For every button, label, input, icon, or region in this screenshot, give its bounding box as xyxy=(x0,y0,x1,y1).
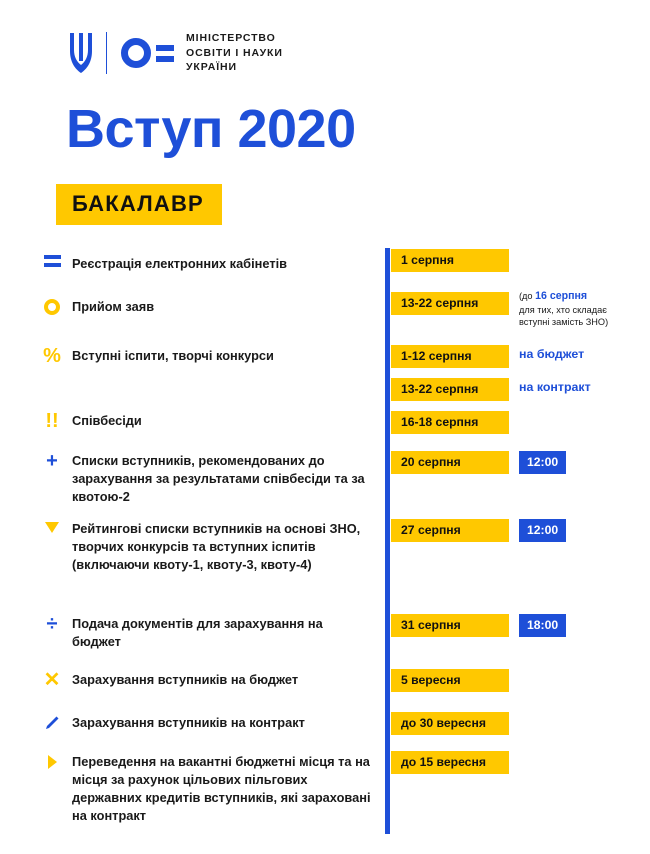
percent-icon: % xyxy=(43,345,61,367)
ministry-name-line3: УКРАЇНИ xyxy=(186,61,237,74)
timeline-row-label: Рейтингові списки вступників на основі ЗНО, творчих конкурсів та вступних іспитів (включаючи квоту-1, квоту-3, квоту-4) xyxy=(72,521,361,573)
date-chip: до 30 вересня xyxy=(391,712,509,735)
equals-icon xyxy=(156,45,174,62)
date-chip: 27 серпня xyxy=(391,519,509,542)
ministry-name-line1: МІНІСТЕРСТВО xyxy=(186,31,276,44)
timeline-row-label: Вступні іспити, творчі конкурси xyxy=(72,348,274,363)
date-chip: 13-22 серпня xyxy=(391,292,509,315)
arrow-down-icon xyxy=(34,520,70,533)
timeline-row-label: Переведення на вакантні бюджетні місця та на місця за рахунок цільових пільгових державних кредитів вступників, які зараховані на контракт xyxy=(72,754,371,824)
date-chip: 13-22 серпня xyxy=(391,378,509,401)
side-note xyxy=(519,289,650,329)
budget-label: на бюджет xyxy=(519,347,585,361)
timeline-row-label: Подача документів для зарахування на бюджет xyxy=(72,616,323,650)
logo-divider xyxy=(106,32,107,74)
timeline-row-label: Співбесіди xyxy=(72,413,142,428)
circle-icon xyxy=(121,38,151,68)
pen-icon-glyph xyxy=(44,715,60,731)
ministry-logo xyxy=(68,26,283,80)
date-chip: 20 серпня xyxy=(391,451,509,474)
date-chip: 5 вересня xyxy=(391,669,509,692)
mon-logo-mark xyxy=(121,38,174,68)
timeline-row-label: Реєстрація електронних кабінетів xyxy=(72,256,288,271)
pen-icon xyxy=(34,714,70,734)
ministry-name xyxy=(186,31,283,76)
page-title: Вступ 2020 xyxy=(66,99,356,159)
multiply-icon: ✕ xyxy=(43,669,61,691)
timeline-axis xyxy=(385,248,390,834)
side-note-line2: для тих, хто складає xyxy=(519,304,607,315)
exclamation-icon: !! xyxy=(45,410,59,432)
play-icon xyxy=(34,753,70,769)
equals-icon xyxy=(34,255,70,267)
date-chip: 31 серпня xyxy=(391,614,509,637)
timeline-row-label: Списки вступників, рекомендованих до зарахування за результатами співбесіди та за квотою-2 xyxy=(72,453,365,505)
side-note-line3: вступні замість ЗНО) xyxy=(519,317,609,328)
timeline-row-label: Зарахування вступників на контракт xyxy=(72,715,305,730)
ministry-name-line2: ОСВІТИ І НАУКИ xyxy=(186,46,283,59)
plus-icon: + xyxy=(46,450,58,472)
time-chip: 18:00 xyxy=(519,614,566,637)
timeline-row-label: Зарахування вступників на бюджет xyxy=(72,672,299,687)
side-note-prefix: (до xyxy=(519,291,536,301)
timeline-row-label: Прийом заяв xyxy=(72,299,155,314)
time-chip: 12:00 xyxy=(519,519,566,542)
time-chip: 12:00 xyxy=(519,451,566,474)
degree-badge: БАКАЛАВР xyxy=(56,184,222,225)
divide-icon: ÷ xyxy=(46,613,58,635)
trident-icon xyxy=(68,31,94,75)
side-note-highlight: 16 серпня xyxy=(535,290,588,302)
circle-icon xyxy=(34,298,70,315)
date-chip: 1-12 серпня xyxy=(391,345,509,368)
contract-label: на контракт xyxy=(519,380,591,394)
date-chip: 1 серпня xyxy=(391,249,509,272)
date-chip: до 15 вересня xyxy=(391,751,509,774)
date-chip: 16-18 серпня xyxy=(391,411,509,434)
